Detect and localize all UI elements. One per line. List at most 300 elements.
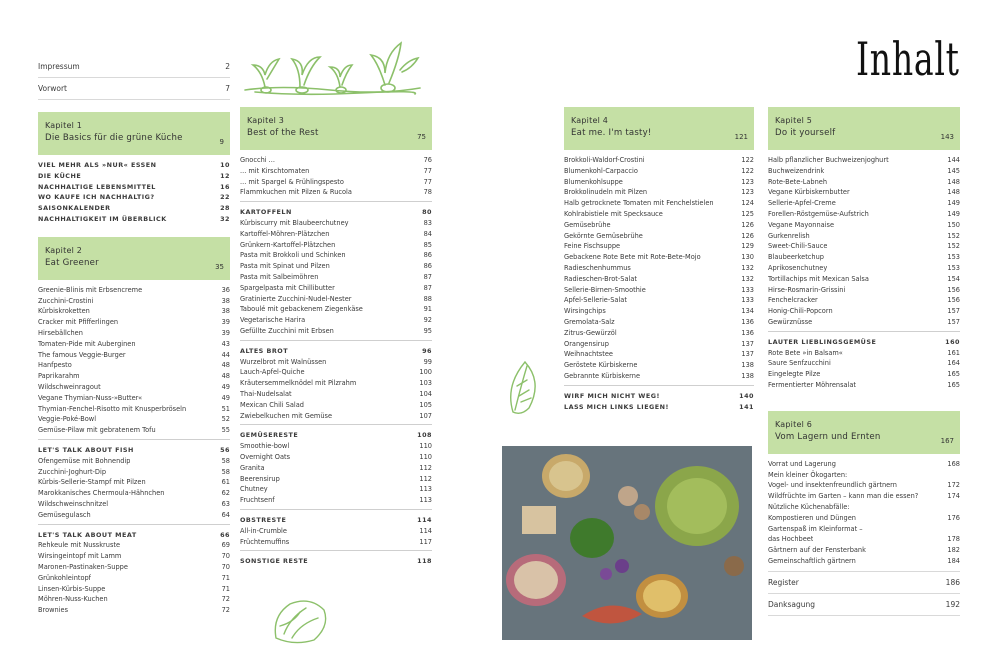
toc-entry[interactable] bbox=[240, 218, 432, 229]
toc-entry[interactable] bbox=[768, 491, 960, 502]
toc-entry[interactable] bbox=[38, 350, 230, 361]
toc-entry[interactable] bbox=[564, 285, 754, 296]
section-divider bbox=[240, 509, 432, 510]
entry-title: Aprikosenchutney bbox=[768, 263, 828, 272]
entry-page: 48 bbox=[221, 372, 230, 381]
entry-page: 61 bbox=[221, 478, 230, 487]
toc-entry[interactable] bbox=[38, 425, 230, 436]
entry-title: Möhren-Nuss-Kuchen bbox=[38, 595, 108, 604]
entry-page: 80 bbox=[422, 208, 432, 217]
toc-entry[interactable] bbox=[768, 545, 960, 556]
entry-page: 39 bbox=[221, 318, 230, 327]
entry-page: 112 bbox=[419, 474, 432, 483]
toc-entry[interactable] bbox=[240, 283, 432, 294]
entry-title: Lauch-Apfel-Quiche bbox=[240, 368, 305, 377]
entry-title: Gekörnte Gemüsebrühe bbox=[564, 231, 643, 240]
entry-page: 164 bbox=[947, 359, 960, 368]
entry-page: 63 bbox=[221, 499, 230, 508]
toc-entry[interactable] bbox=[768, 209, 960, 220]
entry-title: Gnocchi ... bbox=[240, 156, 275, 164]
entry-title: Tomaten-Pide mit Auberginen bbox=[38, 339, 136, 348]
toc-entry[interactable] bbox=[564, 295, 754, 306]
entry-page: 144 bbox=[947, 156, 960, 164]
toc-section-heading[interactable] bbox=[38, 445, 230, 456]
entry-title: Wildschweinragout bbox=[38, 382, 101, 391]
entry-page: 153 bbox=[947, 263, 960, 272]
toc-entry[interactable] bbox=[240, 495, 432, 506]
entry-page: 78 bbox=[423, 188, 432, 197]
entry-page: 157 bbox=[947, 317, 960, 326]
toc-entry[interactable] bbox=[240, 166, 432, 177]
toc-entry[interactable] bbox=[768, 177, 960, 188]
toc-entry[interactable] bbox=[768, 198, 960, 209]
toc-entry[interactable] bbox=[564, 241, 754, 252]
entry-title: Sellerie-Apfel-Creme bbox=[768, 199, 836, 208]
entry-title: Vogel- und insektenfreundlich gärtnern bbox=[768, 481, 897, 490]
toc-entry[interactable] bbox=[240, 187, 432, 198]
entry-page: 72 bbox=[221, 606, 230, 615]
toc-entry[interactable] bbox=[240, 272, 432, 283]
toc-section-heading[interactable] bbox=[38, 171, 230, 182]
toc-entry[interactable] bbox=[768, 285, 960, 296]
toc-entry[interactable] bbox=[768, 306, 960, 317]
entry-page: 86 bbox=[423, 262, 432, 271]
entry-title: Zucchini-Crostini bbox=[38, 296, 94, 305]
entry-title: Flammkuchen mit Pilzen & Rucola bbox=[240, 188, 352, 197]
chapter-4-header[interactable] bbox=[564, 107, 754, 150]
toc-entry[interactable] bbox=[38, 488, 230, 499]
entry-title: Brownies bbox=[38, 606, 69, 615]
toc-entry[interactable] bbox=[38, 339, 230, 350]
toc-entry[interactable] bbox=[564, 339, 754, 350]
entry-page: 112 bbox=[419, 463, 432, 472]
toc-entry[interactable] bbox=[38, 456, 230, 467]
entry-title: Blumenkohl-Carpaccio bbox=[564, 166, 638, 175]
entry-title: WIRF MICH NICHT WEG! bbox=[564, 391, 660, 400]
entry-title: NACHHALTIGE LEBENSMITTEL bbox=[38, 182, 156, 191]
toc-entry[interactable] bbox=[38, 382, 230, 393]
toc-entry[interactable] bbox=[768, 369, 960, 380]
chapter-page: 35 bbox=[215, 262, 224, 271]
entry-page: 58 bbox=[221, 456, 230, 465]
toc-entry[interactable] bbox=[768, 220, 960, 231]
chapter-label: Kapitel 5 bbox=[775, 116, 813, 125]
toc-entry[interactable] bbox=[38, 414, 230, 425]
chapter-title: Do it yourself bbox=[775, 128, 836, 138]
toc-entry[interactable] bbox=[38, 371, 230, 382]
toc-entry[interactable] bbox=[768, 348, 960, 359]
entry-title: Gratinierte Zucchini-Nudel-Nester bbox=[240, 294, 352, 303]
toc-entry-impressum[interactable]: Impressum 2 bbox=[38, 56, 230, 78]
entry-page: 126 bbox=[741, 231, 754, 240]
toc-entry[interactable] bbox=[768, 502, 960, 513]
entry-title: Tortillachips mit Mexican Salsa bbox=[768, 274, 869, 283]
entry-page: 130 bbox=[741, 253, 754, 262]
toc-entry[interactable] bbox=[38, 605, 230, 616]
entry-page: 138 bbox=[741, 371, 754, 380]
entry-page: 126 bbox=[741, 220, 754, 229]
entry-page: 43 bbox=[221, 339, 230, 348]
toc-entry[interactable] bbox=[240, 526, 432, 537]
section-divider bbox=[564, 385, 754, 386]
toc-entry[interactable] bbox=[240, 294, 432, 305]
toc-section-heading[interactable] bbox=[240, 430, 432, 441]
entry-page: 182 bbox=[947, 546, 960, 555]
entry-title: Wildschweinschnitzel bbox=[38, 499, 109, 508]
toc-entry[interactable] bbox=[564, 177, 754, 188]
toc-section-heading[interactable] bbox=[240, 515, 432, 526]
entry-page: 133 bbox=[741, 285, 754, 294]
entry-page: 108 bbox=[417, 431, 432, 440]
toc-entry[interactable] bbox=[564, 306, 754, 317]
toc-entry[interactable] bbox=[240, 229, 432, 240]
entry-title: Buchweizendrink bbox=[768, 166, 825, 175]
entry-page: 152 bbox=[947, 242, 960, 251]
toc-entry-register[interactable]: Register 186 bbox=[768, 571, 960, 594]
toc-entry[interactable] bbox=[38, 540, 230, 551]
entry-page: 149 bbox=[947, 209, 960, 218]
entry-page: 145 bbox=[947, 166, 960, 175]
toc-entry[interactable] bbox=[768, 252, 960, 263]
toc-entry[interactable] bbox=[240, 367, 432, 378]
toc-entry[interactable] bbox=[240, 474, 432, 485]
toc-entry[interactable] bbox=[768, 534, 960, 545]
toc-section-heading[interactable] bbox=[240, 346, 432, 357]
entry-title: OBSTRESTE bbox=[240, 515, 287, 524]
toc-entry[interactable] bbox=[768, 524, 960, 535]
chapter-3-header[interactable] bbox=[240, 107, 432, 150]
chapter-title: Eat Greener bbox=[45, 257, 99, 268]
entry-title: Feine Fischsuppe bbox=[564, 242, 621, 251]
entry-page: 86 bbox=[423, 251, 432, 260]
entry-title: Hanfpesto bbox=[38, 361, 72, 370]
entry-page: 103 bbox=[419, 379, 432, 388]
entry-page: 12 bbox=[220, 171, 230, 180]
entry-title: Kartoffel-Möhren-Plätzchen bbox=[240, 229, 330, 238]
chapter-5-header[interactable] bbox=[768, 107, 960, 150]
entry-title: LAUTER LIEBLINGSGEMÜSE bbox=[768, 337, 877, 346]
entry-title: Greenie-Blinis mit Erbsencreme bbox=[38, 285, 143, 294]
entry-title: Gurkenrelish bbox=[768, 231, 810, 240]
entry-page: 66 bbox=[220, 530, 230, 539]
toc-entry[interactable] bbox=[240, 411, 432, 422]
toc-entry[interactable] bbox=[240, 250, 432, 261]
toc-entry[interactable] bbox=[768, 358, 960, 369]
entry-page: 172 bbox=[947, 481, 960, 490]
entry-page: 105 bbox=[419, 400, 432, 409]
entry-title: Gefüllte Zucchini mit Erbsen bbox=[240, 326, 334, 335]
toc-section-heading[interactable] bbox=[564, 402, 754, 413]
entry-title: ... mit Kirschtomaten bbox=[240, 166, 310, 175]
entry-page: 114 bbox=[419, 526, 432, 535]
toc-entry[interactable] bbox=[564, 166, 754, 177]
entry-title: Fermentierter Möhrensalat bbox=[768, 380, 857, 389]
entry-page: 87 bbox=[423, 283, 432, 292]
entry-title: Kürbiscurry mit Blaubeerchutney bbox=[240, 218, 349, 227]
cabbage-illustration bbox=[270, 596, 330, 646]
entry-page: 122 bbox=[741, 166, 754, 175]
entry-page: 49 bbox=[221, 393, 230, 402]
entry-page: 95 bbox=[423, 326, 432, 335]
toc-entry[interactable] bbox=[768, 263, 960, 274]
toc-entry[interactable] bbox=[240, 155, 432, 166]
entry-title: Gemüsegulasch bbox=[38, 510, 91, 519]
entry-page: 55 bbox=[221, 426, 230, 435]
entry-title: Veggie-Poké-Bowl bbox=[38, 415, 97, 424]
entry-page: 148 bbox=[947, 177, 960, 186]
entry-page: 184 bbox=[947, 556, 960, 565]
toc-entry[interactable] bbox=[38, 499, 230, 510]
entry-title: Paprikarahm bbox=[38, 372, 80, 381]
toc-entry[interactable] bbox=[240, 452, 432, 463]
toc-entry[interactable] bbox=[768, 459, 960, 470]
toc-entry[interactable] bbox=[38, 594, 230, 605]
entry-title: Sellerie-Birnen-Smoothie bbox=[564, 285, 646, 294]
chapter-2-header[interactable] bbox=[38, 237, 230, 280]
toc-section-heading[interactable] bbox=[38, 192, 230, 203]
entry-page: 99 bbox=[423, 357, 432, 366]
toc-entry[interactable] bbox=[564, 209, 754, 220]
toc-entry[interactable] bbox=[564, 263, 754, 274]
toc-entry[interactable] bbox=[768, 480, 960, 491]
toc-section-heading[interactable] bbox=[38, 530, 230, 541]
entry-page: 132 bbox=[741, 274, 754, 283]
entry-page: 148 bbox=[947, 188, 960, 197]
entry-title: Rehkeule mit Nusskruste bbox=[38, 541, 121, 550]
entry-page: 156 bbox=[947, 285, 960, 294]
leaf-illustration bbox=[505, 356, 545, 416]
entry-page: 123 bbox=[741, 188, 754, 197]
entry-title: Orangensirup bbox=[564, 339, 609, 348]
entry-page: 114 bbox=[417, 515, 432, 524]
toc-entry[interactable] bbox=[38, 573, 230, 584]
toc-entry[interactable] bbox=[768, 231, 960, 242]
entry-page: 113 bbox=[419, 485, 432, 494]
entry-title: Wirsingeintopf mit Lamm bbox=[38, 552, 122, 561]
toc-entry[interactable] bbox=[768, 513, 960, 524]
entry-page: 44 bbox=[221, 350, 230, 359]
entry-title: Blaubeerketchup bbox=[768, 253, 824, 262]
entry-page: 77 bbox=[423, 166, 432, 175]
toc-entry[interactable] bbox=[240, 177, 432, 188]
entry-title: Gewürznüsse bbox=[768, 317, 813, 326]
chapter-6-header[interactable] bbox=[768, 411, 960, 454]
toc-entry[interactable] bbox=[768, 380, 960, 391]
toc-entry[interactable] bbox=[38, 477, 230, 488]
entry-page: 110 bbox=[419, 442, 432, 451]
entry-title: Weihnachtstee bbox=[564, 350, 613, 359]
toc-entry[interactable] bbox=[768, 155, 960, 166]
toc-section-heading[interactable] bbox=[240, 207, 432, 218]
toc-section-heading[interactable] bbox=[38, 160, 230, 171]
toc-entry[interactable] bbox=[564, 317, 754, 328]
toc-entry[interactable] bbox=[38, 285, 230, 296]
entry-title: Radieschenhummus bbox=[564, 263, 631, 272]
toc-section-heading[interactable] bbox=[768, 337, 960, 348]
entry-title: Gemeinschaftlich gärtnern bbox=[768, 556, 856, 565]
entry-page: 118 bbox=[417, 557, 432, 566]
toc-entry[interactable] bbox=[564, 274, 754, 285]
entry-title: Grünkern-Kartoffel-Plätzchen bbox=[240, 240, 336, 249]
entry-page: 160 bbox=[945, 337, 960, 346]
entry-title: Pasta mit Spinat und Pilzen bbox=[240, 262, 330, 271]
chapter-page: 9 bbox=[219, 138, 224, 146]
entry-title: Mein kleiner Ökogarten: bbox=[768, 470, 848, 479]
toc-entry[interactable] bbox=[768, 187, 960, 198]
entry-title: Chutney bbox=[240, 485, 268, 494]
toc-entry[interactable] bbox=[768, 274, 960, 285]
toc-entry[interactable] bbox=[240, 400, 432, 411]
entry-page: 134 bbox=[741, 307, 754, 316]
entry-page: 83 bbox=[423, 218, 432, 227]
entry-page: 52 bbox=[221, 415, 230, 424]
chapter-label: Kapitel 6 bbox=[775, 419, 813, 429]
entry-title: Marokkanisches Chermoula-Hähnchen bbox=[38, 489, 165, 498]
toc-entry[interactable] bbox=[768, 166, 960, 177]
entry-title: Rote Bete »in Balsam« bbox=[768, 348, 843, 357]
entry-title: LET'S TALK ABOUT FISH bbox=[38, 445, 134, 454]
entry-title: Pasta mit Brokkoli und Schinken bbox=[240, 251, 346, 260]
chapter-4-entries bbox=[564, 155, 754, 412]
toc-entry[interactable] bbox=[38, 551, 230, 562]
toc-entry[interactable] bbox=[564, 187, 754, 198]
section-divider bbox=[38, 524, 230, 525]
entry-title: Gebackene Rote Bete mit Rote-Bete-Mojo bbox=[564, 253, 701, 262]
toc-entry[interactable] bbox=[768, 317, 960, 328]
entry-title: SAISONKALENDER bbox=[38, 204, 111, 213]
toc-entry[interactable] bbox=[564, 198, 754, 209]
entry-title: Radieschen-Brot-Salat bbox=[564, 274, 637, 283]
entry-page: 56 bbox=[220, 445, 230, 454]
toc-column-1 bbox=[38, 56, 230, 616]
toc-entry[interactable] bbox=[240, 315, 432, 326]
entry-title: LET'S TALK ABOUT MEAT bbox=[38, 530, 137, 539]
toc-entry[interactable] bbox=[240, 389, 432, 400]
entry-page: 77 bbox=[423, 177, 432, 186]
toc-entry[interactable] bbox=[240, 441, 432, 452]
entry-title: SONSTIGE RESTE bbox=[240, 557, 309, 566]
entry-page: 137 bbox=[741, 350, 754, 359]
toc-entry[interactable] bbox=[564, 328, 754, 339]
entry-title: Wildfrüchte im Garten – kann man die essen? bbox=[768, 492, 919, 501]
entry-page: 153 bbox=[947, 253, 960, 262]
toc-entry[interactable] bbox=[240, 304, 432, 315]
entry-title: Vorrat und Lagerung bbox=[768, 459, 836, 468]
toc-section-heading[interactable] bbox=[38, 214, 230, 225]
entry-title: Spargelpasta mit Chillibutter bbox=[240, 283, 335, 292]
entry-title: Brokkolinudeln mit Pilzen bbox=[564, 188, 648, 197]
vegetable-sprouts-illustration bbox=[240, 30, 425, 100]
toc-entry[interactable] bbox=[38, 296, 230, 307]
entry-title: Wirsingchips bbox=[564, 307, 606, 316]
entry-page: 136 bbox=[741, 328, 754, 337]
chapter-1-header[interactable] bbox=[38, 112, 230, 155]
toc-entry[interactable] bbox=[38, 328, 230, 339]
entry-title: Honig-Chili-Popcorn bbox=[768, 307, 833, 316]
toc-entry[interactable] bbox=[768, 295, 960, 306]
toc-entry[interactable] bbox=[564, 231, 754, 242]
chapter-title: Die Basics für die grüne Küche bbox=[45, 133, 183, 143]
entry-title: ALTES BROT bbox=[240, 346, 289, 355]
toc-entry[interactable] bbox=[38, 360, 230, 371]
toc-entry[interactable] bbox=[564, 360, 754, 371]
toc-entry[interactable] bbox=[240, 463, 432, 474]
chapter-3-entries bbox=[240, 155, 432, 567]
toc-entry[interactable] bbox=[240, 484, 432, 495]
toc-entry[interactable] bbox=[38, 306, 230, 317]
toc-entry[interactable] bbox=[564, 252, 754, 263]
entry-page: 100 bbox=[419, 368, 432, 377]
entry-page: 113 bbox=[419, 496, 432, 505]
entry-title: Vegetarische Harira bbox=[240, 316, 306, 325]
entry-page: 91 bbox=[423, 305, 432, 314]
entry-page: 88 bbox=[423, 294, 432, 303]
toc-entry[interactable] bbox=[240, 326, 432, 337]
toc-entry[interactable] bbox=[240, 261, 432, 272]
entry-page: 64 bbox=[221, 510, 230, 519]
entry-title: Taboulé mit gebackenem Ziegenkäse bbox=[240, 305, 363, 314]
toc-entry[interactable] bbox=[240, 240, 432, 251]
toc-entry[interactable] bbox=[564, 371, 754, 382]
toc-entry[interactable] bbox=[240, 357, 432, 368]
entry-title: Kohlrabistiele mit Specksauce bbox=[564, 209, 663, 218]
toc-entry[interactable] bbox=[38, 467, 230, 478]
entry-page: 178 bbox=[947, 535, 960, 544]
entry-page: 176 bbox=[947, 513, 960, 522]
toc-entry[interactable] bbox=[38, 393, 230, 404]
toc-entry-danksagung[interactable]: Danksagung 192 bbox=[768, 594, 960, 616]
entry-page: 70 bbox=[221, 562, 230, 571]
toc-section-heading[interactable] bbox=[240, 556, 432, 567]
entry-title: Gemüse-Pilaw mit gebratenem Tofu bbox=[38, 426, 156, 435]
section-divider bbox=[240, 340, 432, 341]
entry-page: 16 bbox=[220, 182, 230, 191]
entry-title: NACHHALTIGKEIT IM ÜBERBLICK bbox=[38, 214, 167, 223]
entry-page: 28 bbox=[220, 204, 230, 213]
toc-entry[interactable] bbox=[564, 155, 754, 166]
entry-title: Vegane Thymian-Nuss-»Butter« bbox=[38, 393, 143, 402]
entry-title: Thai-Nudelsalat bbox=[240, 389, 292, 398]
toc-entry[interactable] bbox=[38, 584, 230, 595]
toc-section-heading[interactable] bbox=[564, 391, 754, 402]
entry-page: 141 bbox=[739, 402, 754, 411]
toc-entry[interactable] bbox=[240, 537, 432, 548]
entry-title: Hirsebällchen bbox=[38, 328, 83, 337]
entry-page: 110 bbox=[419, 452, 432, 461]
entry-page: 165 bbox=[947, 370, 960, 379]
toc-entry-vorwort[interactable]: Vorwort 7 bbox=[38, 78, 230, 100]
toc-entry[interactable] bbox=[240, 378, 432, 389]
entry-page: 125 bbox=[741, 209, 754, 218]
toc-entry[interactable] bbox=[768, 241, 960, 252]
toc-entry[interactable] bbox=[38, 510, 230, 521]
entry-title: Blumenkohlsuppe bbox=[564, 177, 623, 186]
entry-title: Eingelegte Pilze bbox=[768, 370, 821, 379]
toc-section-heading[interactable] bbox=[38, 182, 230, 193]
chapter-2-entries bbox=[38, 285, 230, 616]
toc-entry[interactable] bbox=[768, 556, 960, 567]
toc-entry[interactable] bbox=[564, 220, 754, 231]
toc-entry[interactable] bbox=[564, 349, 754, 360]
toc-entry[interactable] bbox=[768, 470, 960, 481]
chapter-label: Kapitel 1 bbox=[45, 121, 83, 130]
toc-entry[interactable] bbox=[38, 317, 230, 328]
chapter-label: Kapitel 3 bbox=[247, 116, 285, 125]
toc-entry[interactable] bbox=[38, 404, 230, 415]
toc-section-heading[interactable] bbox=[38, 203, 230, 214]
toc-entry[interactable] bbox=[38, 562, 230, 573]
entry-title: Rote-Bete-Labneh bbox=[768, 177, 828, 186]
